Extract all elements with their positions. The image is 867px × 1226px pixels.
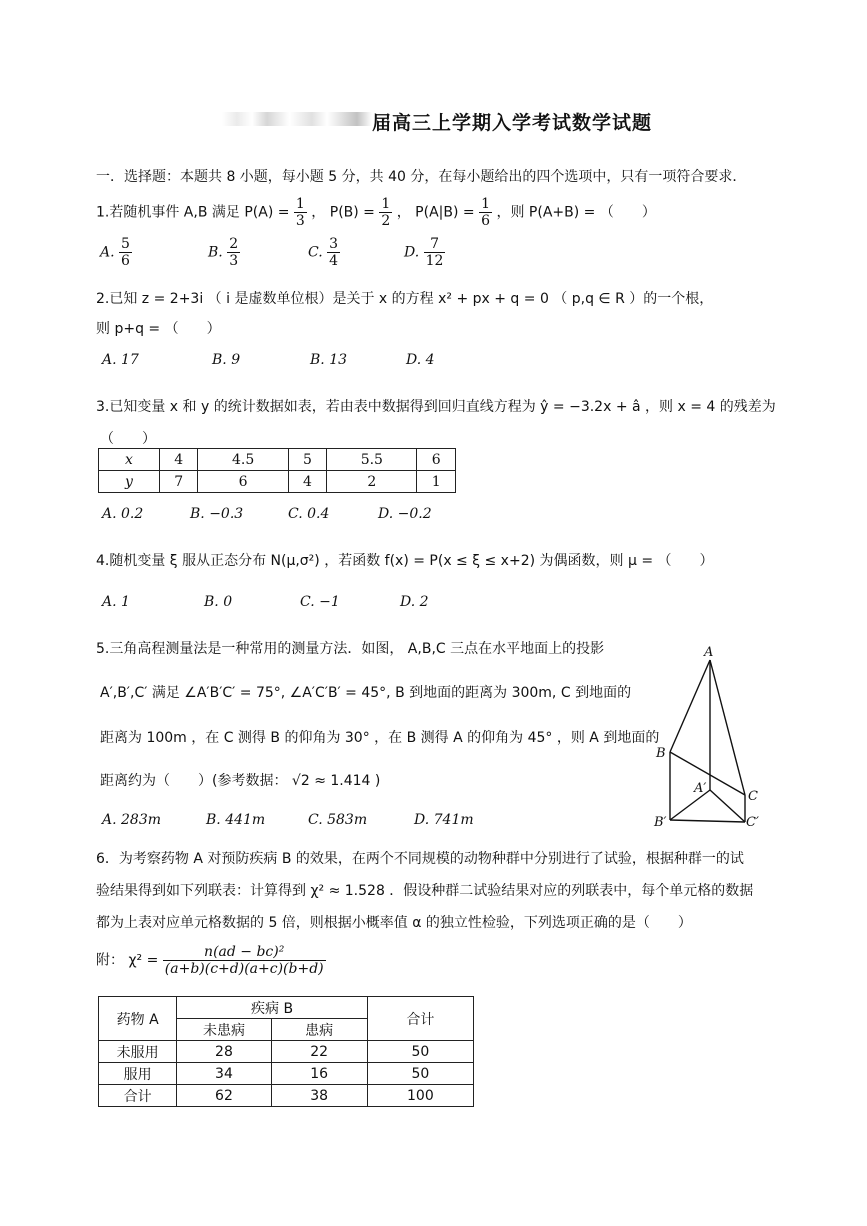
label-c: C: [748, 789, 758, 804]
q1-option-a-label: A.: [100, 244, 115, 261]
q4-option-c: C. −1: [300, 594, 340, 610]
q1-f1-num: 1: [295, 196, 305, 212]
q6-row-label: 服用: [99, 1063, 177, 1085]
q1-od-den: 12: [425, 253, 444, 269]
q1-option-b: [208, 236, 240, 269]
edge-b1c1: [670, 820, 745, 822]
q1-f3-den: 6: [481, 213, 491, 229]
table-row: [99, 1063, 474, 1085]
q5-option-b: B. 441m: [206, 812, 266, 828]
q5-line-3: 距离为 100m ，在 C 测得 B 的仰角为 30° ，在 B 测得 A 的仰角为 45° ，则 A 到地面的: [100, 730, 660, 746]
q1-option-b-label: B.: [208, 244, 223, 261]
q1-option-b-frac: [227, 236, 240, 269]
q6-header-row: [99, 997, 474, 1019]
q1-ob-den: 3: [229, 253, 239, 269]
q3-x-cell: 4.5: [198, 449, 288, 471]
q3-row-x: [99, 449, 456, 471]
q6-line-3: 都为上表对应单元格数据的 5 倍，则根据小概率值 α 的独立性检验，下列选项正确的是（ ）: [96, 915, 692, 931]
q5-line-2: A′,B′,C′ 满足 ∠A′B′C′ = 75°, ∠A′C′B′ = 45°, B 到地面的距离为 300m, C 到地面的: [100, 685, 632, 701]
question-1: [96, 196, 656, 229]
q1-fraction-3: [479, 196, 492, 229]
q3-x-cell: 5: [288, 449, 326, 471]
q6-line-1: 6．为考察药物 A 对预防疾病 B 的效果，在两个不同规模的动物种群中分别进行了试验，根据种群一的试: [96, 851, 744, 867]
q1-prefix: 1.若随机事件 A,B 满足 P(A) =: [96, 204, 294, 221]
q3-y-label: y: [99, 471, 160, 493]
q1-oa-num: 5: [121, 236, 130, 252]
q3-y-cell: 1: [417, 471, 456, 493]
q6-chi-square-formula: [163, 944, 326, 977]
q6-h-yes: 患病: [271, 1019, 367, 1041]
q3-option-b: B. −0.3: [190, 506, 244, 522]
q1-option-c-frac: [327, 236, 340, 269]
q1-f2-den: 2: [381, 213, 391, 229]
edge-bc: [670, 752, 745, 795]
q5-option-d: D. 741m: [414, 812, 474, 828]
q1-oa-den: 6: [121, 253, 130, 269]
q6-h-drug: 药物 A: [99, 997, 177, 1041]
q3-row-y: [99, 471, 456, 493]
q3-option-c: C. 0.4: [288, 506, 330, 522]
q6-contingency-table: [98, 996, 474, 1107]
label-b: B: [656, 746, 666, 761]
q4-option-d: D. 2: [400, 594, 429, 610]
q1-option-c-label: C.: [308, 244, 323, 261]
q1-suffix: ，则 P(A+B) = （ ）: [496, 204, 656, 221]
q3-y-cell: 2: [327, 471, 417, 493]
q3-line-1: 3.已知变量 x 和 y 的统计数据如表，若由表中数据得到回归直线方程为 ŷ = −3.2x + â ，则 x = 4 的残差为: [96, 399, 776, 415]
edge-ab: [670, 660, 710, 752]
q6-cell: 22: [271, 1041, 367, 1063]
q2-option-d: D. 4: [406, 352, 435, 368]
q1-fraction-2: [379, 196, 392, 229]
label-a1: A′: [694, 781, 707, 796]
q1-oc-den: 4: [329, 253, 339, 269]
q1-f2-num: 1: [381, 196, 391, 212]
q3-x-cell: 4: [160, 449, 198, 471]
q6-formula-prefix: 附： χ² =: [96, 952, 163, 969]
q1-option-d-frac: [424, 236, 446, 269]
q2-option-c: B. 13: [310, 352, 348, 368]
q3-y-cell: 7: [160, 471, 198, 493]
q6-h-no: 未患病: [177, 1019, 271, 1041]
q6-h-disease: 疾病 B: [177, 997, 367, 1019]
q5-option-a: A. 283m: [102, 812, 162, 828]
q6-formula-den: (a+b)(c+d)(a+c)(b+d): [164, 961, 324, 977]
title-obscured-part: [222, 112, 372, 126]
q1-mid-2: ， P(A|B) =: [396, 204, 480, 221]
q1-od-num: 7: [424, 236, 446, 253]
table-row: [99, 1085, 474, 1107]
q6-cell: 62: [177, 1085, 271, 1107]
q3-y-cell: 4: [288, 471, 326, 493]
q6-row-label: 合计: [99, 1085, 177, 1107]
q3-line-2: （ ）: [100, 431, 156, 447]
q5-triangulation-figure: [650, 640, 770, 835]
q6-formula-num: n(ad − bc)²: [163, 944, 326, 961]
q2-option-b: B. 9: [212, 352, 241, 368]
q4-option-b: B. 0: [204, 594, 233, 610]
q5-option-c: C. 583m: [308, 812, 368, 828]
edge-a1c1: [710, 790, 745, 822]
q6-cell: 34: [177, 1063, 271, 1085]
q4-line-1: 4.随机变量 ξ 服从正态分布 N(μ,σ²) ，若函数 f(x) = P(x ≤ ξ ≤ x+2) 为偶函数，则 μ = （ ）: [96, 553, 714, 569]
q6-h-total: 合计: [367, 997, 473, 1041]
q3-x-cell: 5.5: [327, 449, 417, 471]
table-row: [99, 1041, 474, 1063]
q5-line-4: 距离约为（ ）(参考数据： √2 ≈ 1.414 ): [100, 773, 381, 789]
q3-x-label: x: [99, 449, 160, 471]
q1-option-d: [404, 236, 445, 269]
q1-f3-num: 1: [481, 196, 491, 212]
q6-line-2: 验结果得到如下列联表：计算得到 χ² ≈ 1.528 ．假设种群二试验结果对应的列联表中，每个单元格的数据: [96, 883, 754, 899]
q1-ob-num: 2: [229, 236, 239, 252]
section-heading: 一．选择题：本题共 8 小题，每小题 5 分，共 40 分，在每小题给出的四个选项中，只有一项符合要求．: [96, 169, 747, 185]
q3-option-a: A. 0.2: [102, 506, 144, 522]
q1-option-a-frac: [119, 236, 132, 269]
q2-line-1: 2.已知 z = 2+3i （ i 是虚数单位根）是关于 x 的方程 x² + px + q = 0 （ p,q ∈ R ）的一个根，: [96, 291, 714, 307]
q6-cell: 16: [271, 1063, 367, 1085]
q6-cell: 50: [367, 1063, 473, 1085]
q6-row-label: 未服用: [99, 1041, 177, 1063]
q6-cell: 100: [367, 1085, 473, 1107]
q1-option-d-label: D.: [404, 244, 420, 261]
q1-option-c: [308, 236, 340, 269]
q6-formula-note: [96, 944, 326, 977]
page-title: 届高三上学期入学考试数学试题: [372, 112, 653, 134]
q6-cell: 50: [367, 1041, 473, 1063]
label-c1: C′: [746, 815, 759, 830]
label-b1: B′: [654, 815, 667, 830]
q3-x-cell: 6: [417, 449, 456, 471]
q6-cell: 28: [177, 1041, 271, 1063]
label-a: A: [704, 645, 714, 660]
q1-mid-1: ， P(B) =: [311, 204, 380, 221]
q3-y-cell: 6: [198, 471, 288, 493]
q2-line-2: 则 p+q = （ ）: [96, 321, 221, 337]
q1-oc-num: 3: [329, 236, 339, 252]
q4-option-a: A. 1: [102, 594, 130, 610]
q1-option-a: [100, 236, 132, 269]
q6-cell: 38: [271, 1085, 367, 1107]
q2-option-a: A. 17: [102, 352, 139, 368]
q1-fraction-1: [294, 196, 307, 229]
q1-f1-den: 3: [295, 213, 305, 229]
q3-data-table: [98, 448, 456, 493]
q5-line-1: 5.三角高程测量法是一种常用的测量方法．如图， A,B,C 三点在水平地面上的投影: [96, 641, 605, 657]
edge-ac: [710, 660, 745, 795]
q3-option-d: D. −0.2: [378, 506, 432, 522]
